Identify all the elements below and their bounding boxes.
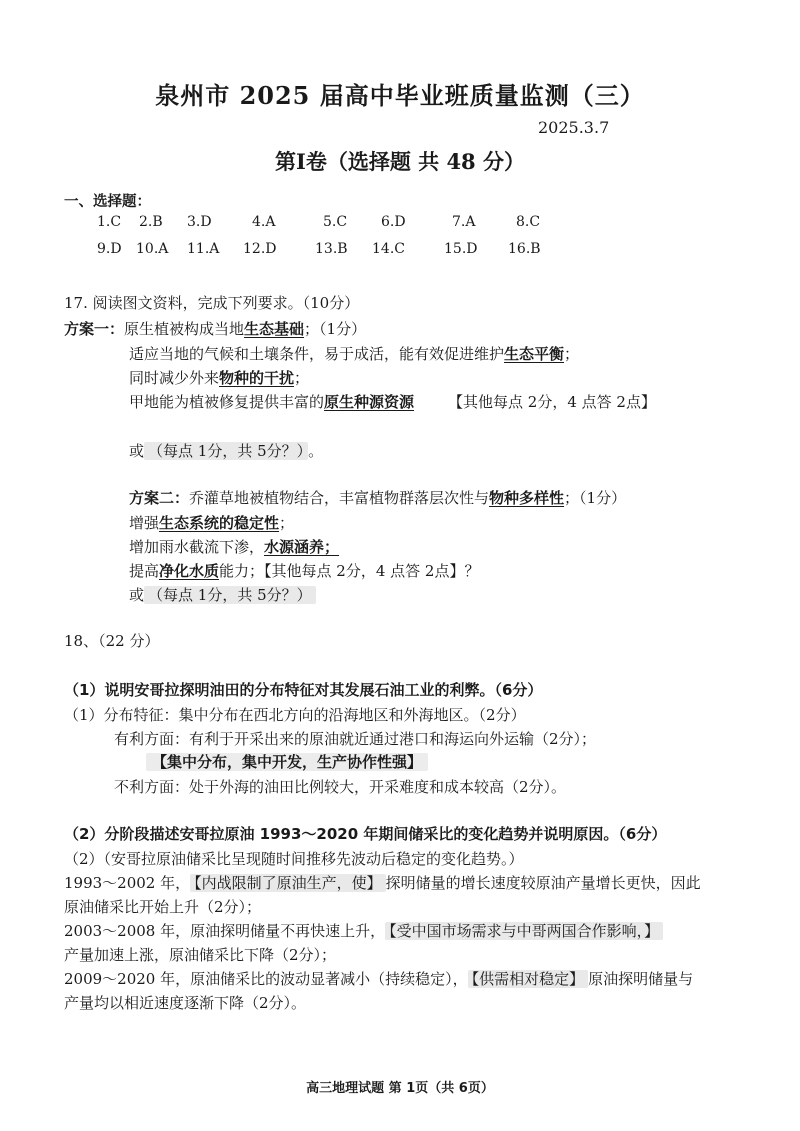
answer-line: （2）（安哥拉原油储采比呈现随时间推移先波动后稳定的变化趋势。）: [64, 850, 524, 868]
answer-text: 或: [129, 586, 145, 604]
mc-answer: 10.A: [136, 241, 169, 257]
answer-line: [64, 968, 693, 989]
key-term: 生态系统的稳定性: [159, 514, 280, 532]
q17-or-line: [129, 440, 323, 461]
q17-heading: 17. 阅读图文资料，完成下列要求。（10分）: [64, 294, 360, 312]
key-term: 原生种源资源: [324, 393, 415, 411]
answer-text: ；（1分）: [564, 489, 627, 507]
q17-answer-line: [129, 391, 656, 412]
exam-date: 2025.3.7: [538, 118, 610, 137]
page-footer: 高三地理试题 第 1页（共 6页）: [306, 1081, 494, 1096]
mc-answer: 6.D: [381, 214, 406, 230]
answer-line: 产量均以相近速度逐渐下降（2分）。: [64, 994, 307, 1012]
mc-answer: 3.D: [187, 214, 212, 230]
mc-answer: 7.A: [452, 214, 476, 230]
mc-answer: 13.B: [315, 241, 348, 257]
answer-line: 产量加速上涨，原油储采比下降（2分）；: [64, 946, 337, 964]
answer-line: [64, 920, 663, 941]
answer-text: ；: [279, 514, 295, 532]
mc-answer: 4.A: [252, 214, 276, 230]
answer-line: 有利方面：有利于开采出来的原油就近通过港口和海运向外运输（2分）；: [114, 730, 597, 748]
scoring-note: （每点 1分，共 5分？）: [144, 442, 308, 460]
page-title: 泉州市 2025 届高中毕业班质量监测（三）: [155, 81, 645, 110]
answer-text: ；: [294, 369, 310, 387]
scoring-note: （每点 1分，共 5分？）: [144, 586, 316, 604]
q17-plan2-line: [129, 487, 626, 508]
mc-answer: 16.B: [508, 241, 541, 257]
mc-answer: 12.D: [243, 241, 277, 257]
answer-text: ；: [564, 345, 580, 363]
q17-plan1-line: [64, 318, 366, 339]
highlighted-note: 【受中国市场需求与中哥两国合作影响，】: [385, 922, 663, 940]
plan1-label: 方案一：: [64, 320, 125, 338]
q17-answer-line: [129, 560, 479, 581]
section-title: 第Ⅰ卷（选择题 共 48 分）: [275, 149, 525, 174]
mc-answer: 2.B: [139, 214, 163, 230]
answer-text: 适应当地的气候和土壤条件，易于成活，能有效促进维护: [129, 345, 505, 363]
q17-answer-line: [129, 512, 294, 533]
answer-text: 原生植被构成当地: [124, 320, 245, 338]
answer-text: 或: [129, 442, 145, 460]
mc-heading: 一、选择题：: [64, 193, 151, 210]
answer-line: （1）分布特征：集中分布在西北方向的沿海地区和外海地区。（2分）: [64, 706, 526, 724]
answer-text: 提高: [129, 562, 160, 580]
answer-text: 甲地能为植被修复提供丰富的: [129, 393, 325, 411]
scoring-note: 能力；【其他每点 2分，4 点答 2点】？: [219, 562, 480, 580]
answer-text: 2009～2020 年，原油储采比的波动显著减小（持续稳定），: [64, 970, 468, 988]
key-term: 净化水质: [159, 562, 220, 580]
q18-sub1-question: （1）说明安哥拉探明油田的分布特征对其发展石油工业的利弊。（6分）: [64, 681, 543, 699]
plan2-label: 方案二：: [129, 489, 190, 507]
answer-text: 原油探明储量与: [588, 970, 694, 988]
q17-answer-line: [129, 536, 339, 557]
q18-sub2-question: （2）分阶段描述安哥拉原油 1993～2020 年期间储采比的变化趋势并说明原因。（6分）: [64, 825, 667, 843]
answer-line: 原油储采比开始上升（2分）；: [64, 898, 262, 916]
key-term: 生态基础: [244, 320, 305, 338]
answer-text: 增强: [129, 514, 160, 532]
key-term: 水源涵养；: [264, 538, 340, 556]
key-term: 物种多样性: [489, 489, 565, 507]
mc-answer: 11.A: [187, 241, 220, 257]
mc-answer: 5.C: [323, 214, 348, 230]
mc-answer: 8.C: [516, 214, 541, 230]
answer-text: 探明储量的增长速度较原油产量增长更快，因此: [385, 874, 701, 892]
highlighted-note: 【内战限制了原油生产，使】: [190, 874, 386, 892]
key-term: 物种的干扰: [219, 369, 295, 387]
answer-text: 2003～2008 年，原油探明储量不再快速上升，: [64, 922, 386, 940]
answer-line: 不利方面：处于外海的油田比例较大，开采难度和成本较高（2分）。: [114, 778, 567, 796]
q17-answer-line: [129, 343, 579, 364]
answer-text: ；（1分）: [304, 320, 367, 338]
mc-answer: 14.C: [372, 241, 405, 257]
mc-answer: 15.D: [444, 241, 478, 257]
answer-text: 。: [308, 442, 324, 460]
highlighted-note: 【集中分布，集中开发，生产协作性强】: [146, 753, 428, 771]
answer-line: [64, 872, 701, 893]
mc-answer: 1.C: [97, 214, 122, 230]
q17-answer-line: [129, 367, 309, 388]
answer-text: 同时减少外来: [129, 369, 220, 387]
key-term: 生态平衡: [504, 345, 565, 363]
scoring-note: 【其他每点 2分，4 点答 2点】: [448, 393, 656, 411]
answer-text: 1993～2002 年，: [64, 874, 191, 892]
answer-annotation: [146, 751, 428, 772]
q17-or-line: [129, 584, 316, 605]
mc-answer: 9.D: [97, 241, 122, 257]
q18-heading: 18、（22 分）: [64, 632, 160, 650]
highlighted-note: 【供需相对稳定】: [468, 970, 589, 988]
answer-text: 增加雨水截流下渗，: [129, 538, 265, 556]
answer-text: 乔灌草地被植物结合，丰富植物群落层次性与: [189, 489, 490, 507]
